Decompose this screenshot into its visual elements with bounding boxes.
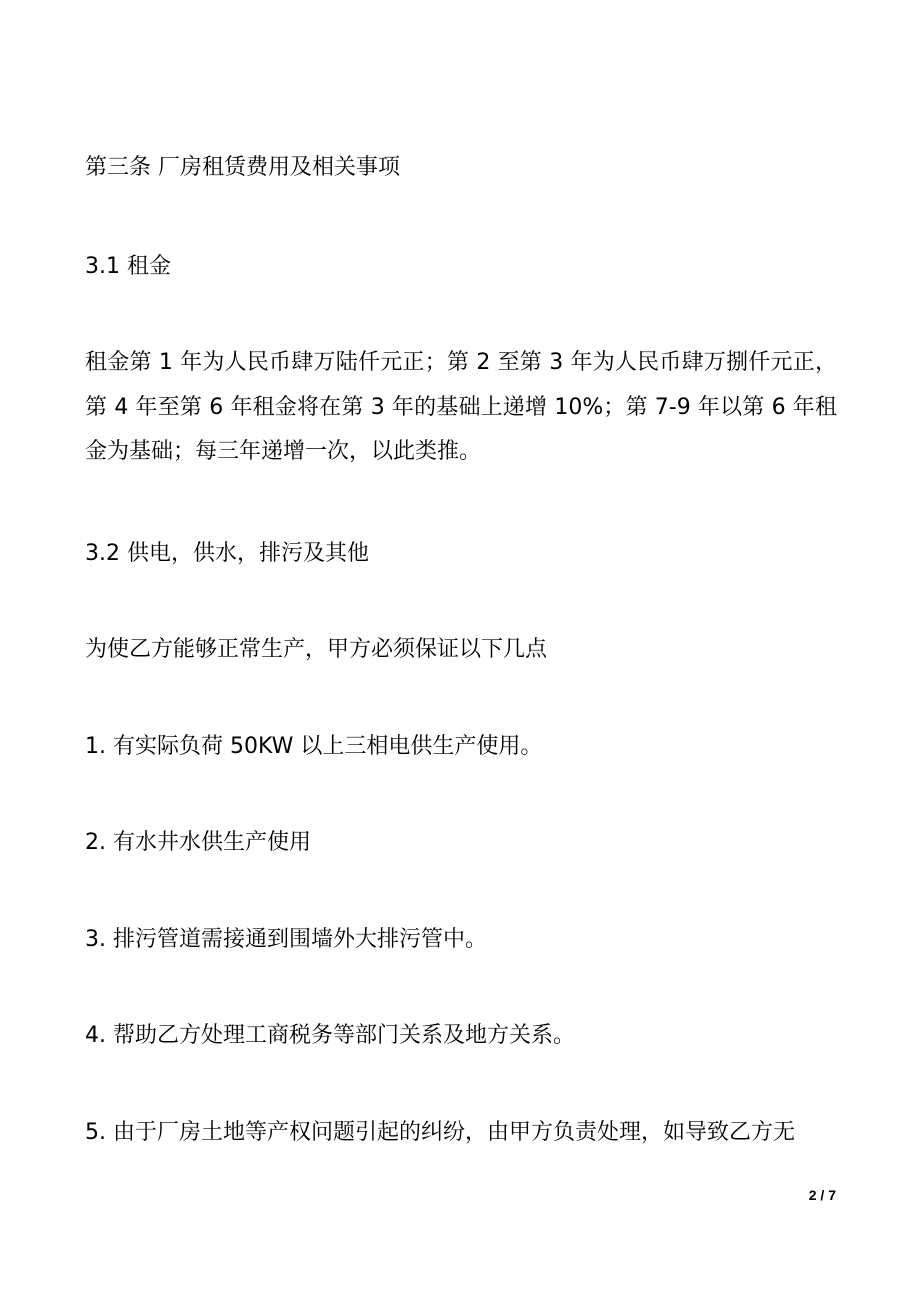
subsection-utilities-heading: 3.2 供电，供水，排污及其他 [85, 541, 369, 566]
list-item: 2. 有水井水供生产使用 [85, 830, 311, 855]
subsection-rent-heading: 3.1 租金 [85, 254, 171, 279]
list-item: 3. 排污管道需接通到围墙外大排污管中。 [85, 927, 487, 952]
list-item: 1. 有实际负荷 50KW 以上三相电供生产使用。 [85, 734, 543, 759]
list-item: 4. 帮助乙方处理工商税务等部门关系及地方关系。 [85, 1023, 575, 1048]
list-item: 5. 由于厂房土地等产权问题引起的纠纷，由甲方负责处理，如导致乙方无 [85, 1120, 795, 1145]
page-number: 2 / 7 [808, 1187, 836, 1203]
section-title: 第三条 厂房租赁费用及相关事项 [85, 155, 400, 180]
rent-paragraph: 租金第 1 年为人民币肆万陆仟元正；第 2 至第 3 年为人民币肆万捌仟元正，第 4 年至第 6 年租金将在第 3 年的基础上递增 10%；第 7-9 年以第 6 年租金为基础；每三年递增一次，以此类推。 [85, 350, 837, 464]
intro-paragraph: 为使乙方能够正常生产，甲方必须保证以下几点 [85, 637, 548, 662]
